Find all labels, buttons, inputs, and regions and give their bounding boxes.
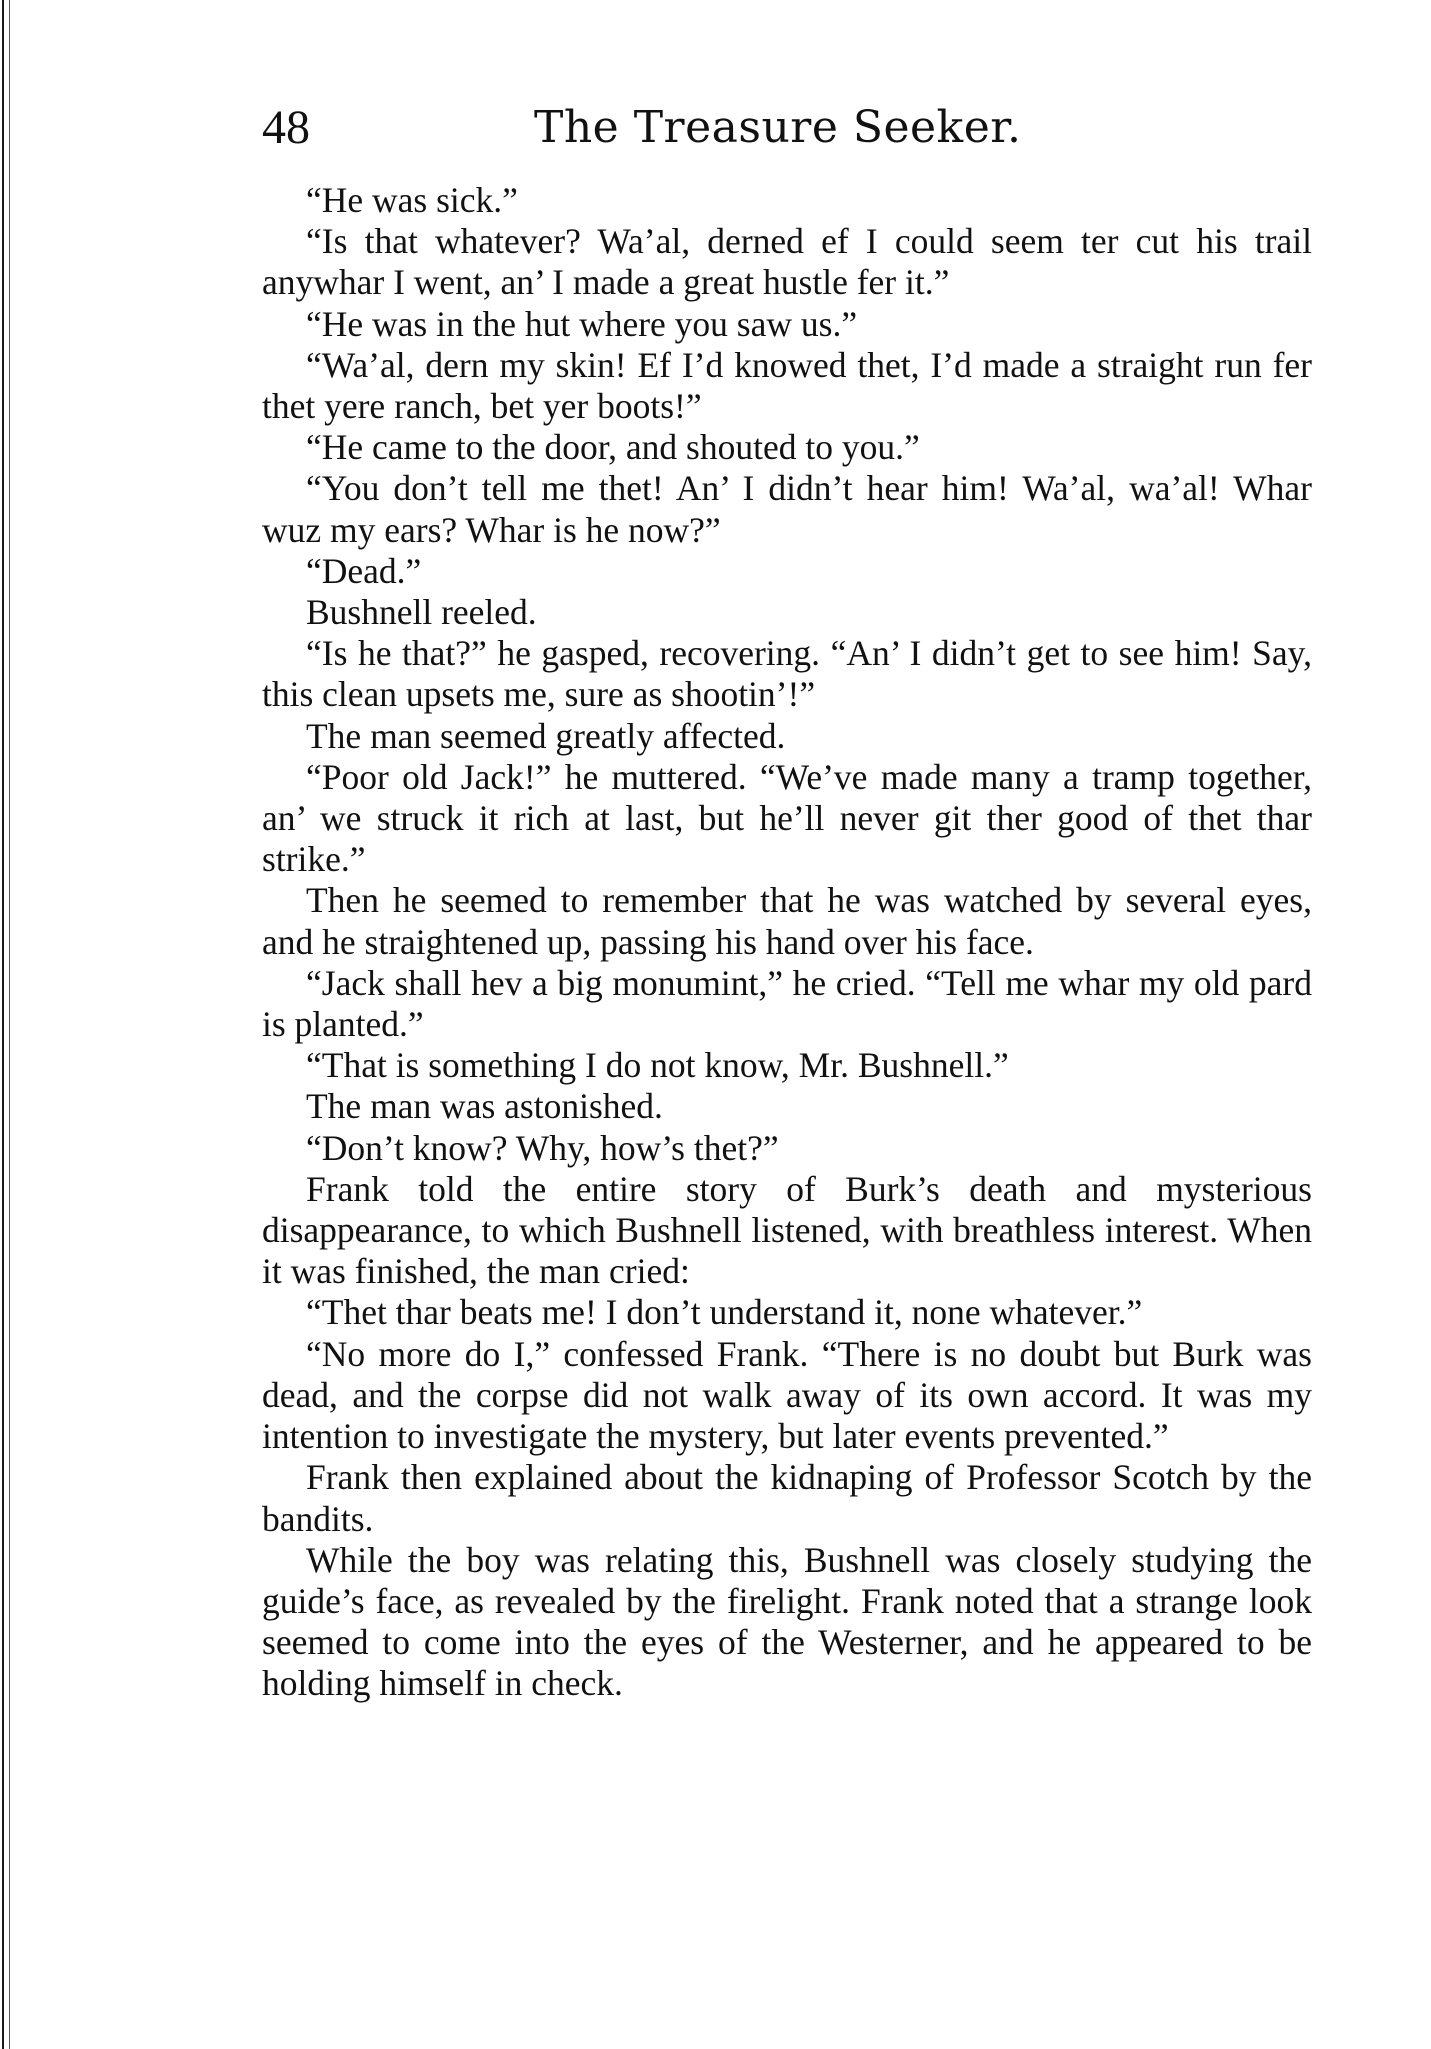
paragraph: “Is he that?” he gasped, recovering. “An’ I didn’t get to see him! Say, this clean upsets me, sure as shootin’!” [262,633,1312,715]
paragraph: While the boy was relating this, Bushnell was closely studying the guide’s face, as revealed by the firelight. Frank noted that a strange look seemed to come into the eyes of the Westerner, and he appeared to be holding himself in check. [262,1539,1312,1704]
paragraph: The man was astonished. [306,1086,663,1127]
paragraph: Then he seemed to remember that he was watched by several eyes, and he straightened up, passing his hand over his face. [262,880,1312,962]
paragraph: “Jack shall hev a big monumint,” he cried. “Tell me whar my old pard is planted.” [262,962,1312,1045]
paragraph: “He was sick.” [306,180,518,220]
running-head [262,90,1312,160]
paragraph: “He was in the hut where you saw us.” [306,303,858,344]
body-text [262,180,1312,1705]
paragraph: “He came to the door, and shouted to you.” [306,427,920,468]
book-page [262,90,1312,1705]
page-number: 48 [262,101,310,154]
paragraph: “Is that whatever? Wa’al, derned ef I could seem ter cut his trail anywhar I went, an’ I made a great hustle fer it.” [262,221,1312,303]
paragraph: “Thet thar beats me! I don’t understand it, none whatever.” [306,1292,1143,1333]
paragraph: “You don’t tell me thet! An’ I didn’t hear him! Wa’al, wa’al! Whar wuz my ears? Whar is he now?” [262,468,1312,550]
book-title: The Treasure Seeker. [534,102,1022,153]
paragraph: The man seemed greatly affected. [306,715,786,756]
paragraph: Bushnell reeled. [306,592,537,633]
paragraph: “Wa’al, dern my skin! Ef I’d knowed thet, I’d made a straight run fer thet yere ranch, bet yer boots!” [262,344,1312,427]
paragraph: Frank then explained about the kidnaping of Professor Scotch by the bandits. [262,1457,1312,1539]
binding-edge-line [9,0,10,2049]
paragraph: “That is something I do not know, Mr. Bushnell.” [306,1045,1009,1086]
paragraph: “Poor old Jack!” he muttered. “We’ve made many a tramp together, an’ we struck it rich at last, but he’ll never git ther good of thet thar strike.” [262,756,1312,880]
paragraph: Frank told the entire story of Burk’s death and mysterious disappearance, to which Bushnell listened, with breathless interest. When it was finished, the man cried: [262,1168,1312,1292]
binding-edge-line [2,0,4,2049]
paragraph: “No more do I,” confessed Frank. “There is no doubt but Burk was dead, and the corpse did not walk away of its own accord. It was my intention to investigate the mystery, but later events prevented.” [262,1333,1312,1457]
paragraph: “Dead.” [306,550,422,591]
paragraph: “Don’t know? Why, how’s thet?” [306,1127,779,1168]
